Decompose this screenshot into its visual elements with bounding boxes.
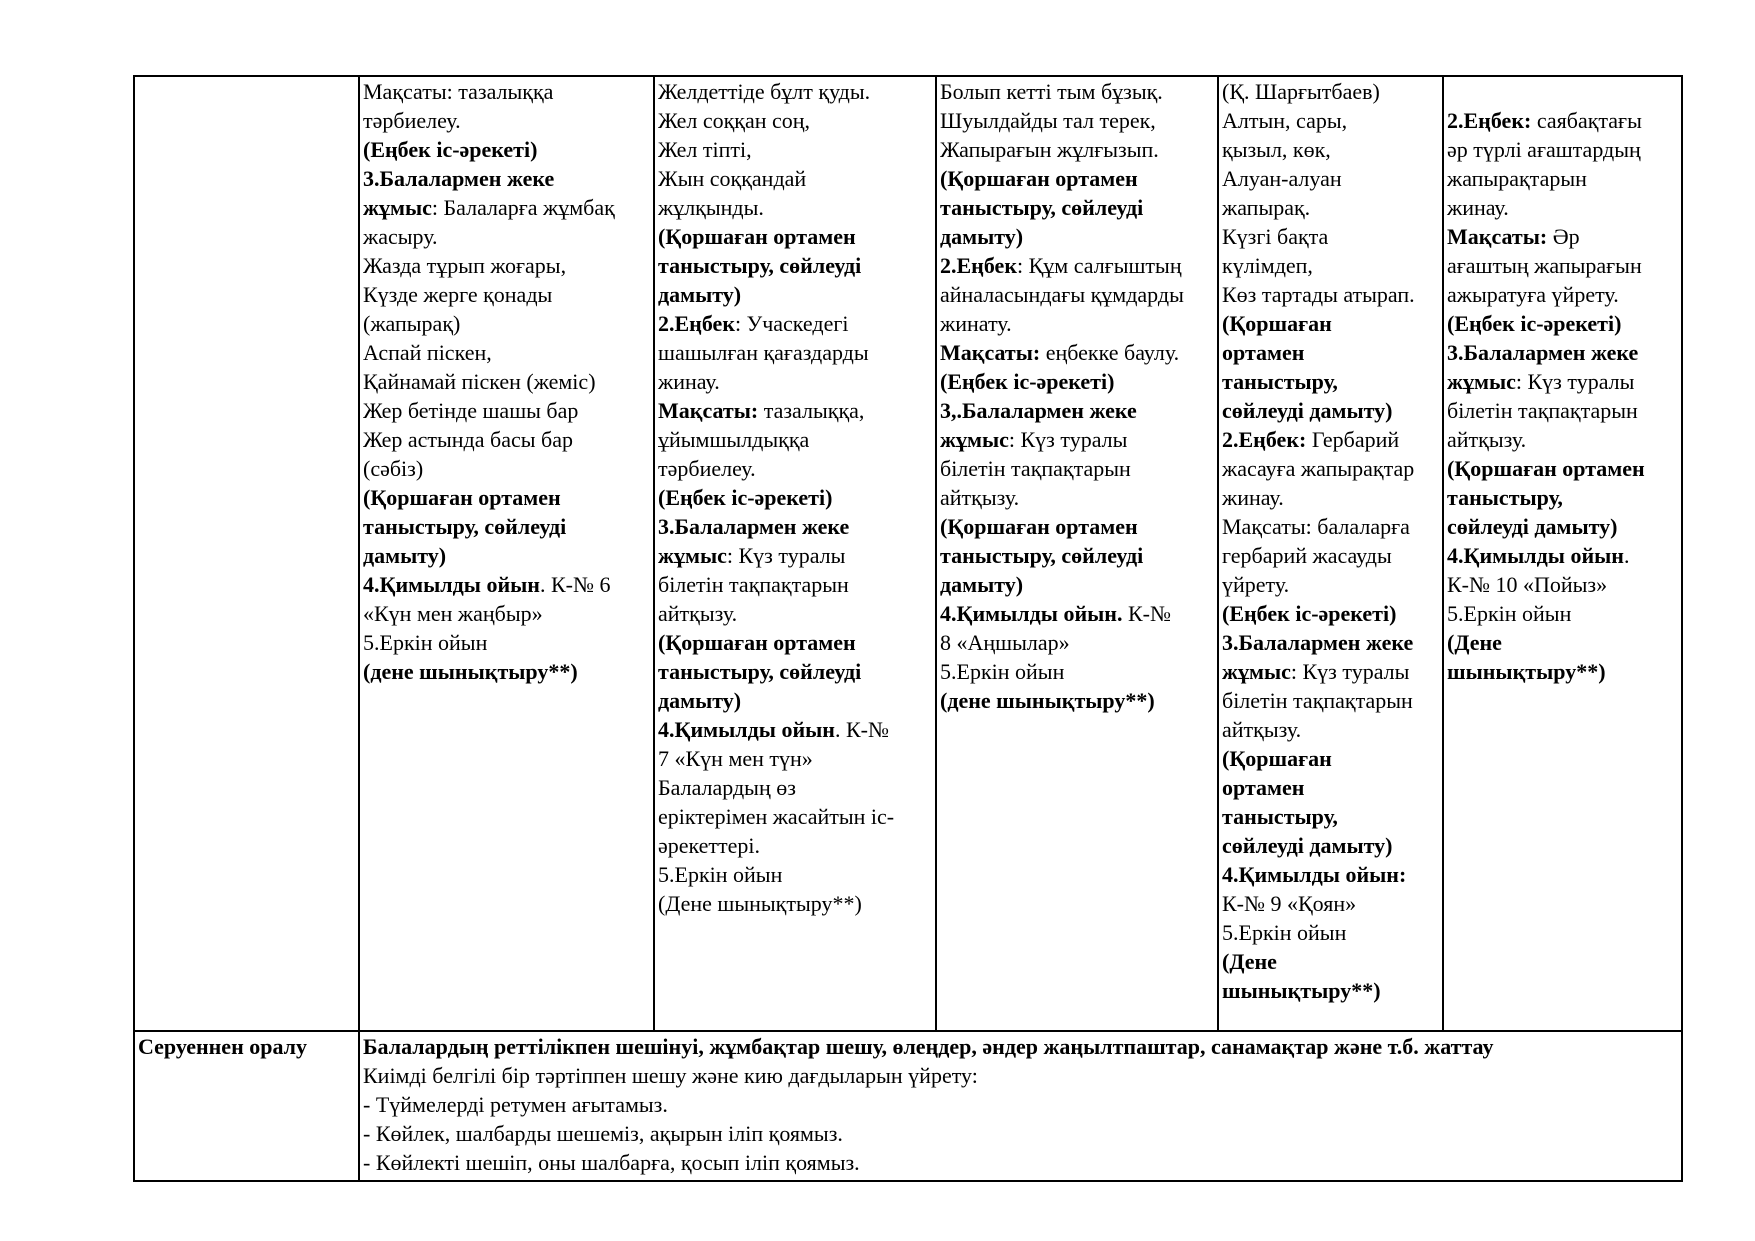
text-line [940,396,1215,425]
text-line [940,541,1215,570]
text-run: Киімді белгілі бір тәртіппен шешу және кию дағдыларын үйрету: [363,1063,978,1088]
text-run: Шуылдайды тал терек, [940,108,1156,133]
bold-text: (Қоршаған [1222,746,1332,771]
walk-activities-row [134,76,1682,1031]
text-run: саябақтағы [1531,108,1642,133]
text-line [658,396,933,425]
text-run: - Көйлек, шалбарды шешеміз, ақырын іліп қоямыз. [363,1121,843,1146]
text-line [1222,512,1440,541]
bold-text: (Еңбек іс-әрекеті) [940,369,1115,394]
text-line [363,396,651,425]
text-run: Көз тартады атырап. [1222,282,1415,307]
bold-text: (Қоршаған ортамен [658,630,856,655]
text-line [658,628,933,657]
text-line [1447,425,1679,454]
text-line [940,251,1215,280]
bold-text: сөйлеуді дамыту) [1222,398,1393,423]
text-run: Алуан-алуан [1222,166,1342,191]
bold-text: жұмыс [363,195,432,220]
text-run: Алтын, сары, [1222,108,1348,133]
bold-text: таныстыру, [1222,369,1338,394]
text-run: жинау. [1222,485,1284,510]
bold-text: таныстыру, [1222,804,1338,829]
text-line [940,106,1215,135]
text-line [658,889,933,918]
bold-text: 2.Еңбек [658,311,735,336]
bold-text: жұмыс [1222,659,1291,684]
bold-text: 4.Қимылды ойын: [1222,862,1407,887]
text-line [1222,686,1440,715]
bold-text: ортамен [1222,340,1305,365]
day-cell-3-text [940,77,1215,715]
text-run: айтқызу. [1222,717,1302,742]
day-cell-2 [654,76,936,1031]
bold-text: 2.Еңбек: [1447,108,1532,133]
text-run: жинау. [658,369,720,394]
bold-text: таныстыру, сөйлеуді [363,514,567,539]
text-line [658,599,933,628]
bold-text: таныстыру, [1447,485,1563,510]
text-line [363,164,651,193]
bold-text: дамыту) [658,688,742,713]
row-label-cell [134,76,359,1031]
text-line [940,280,1215,309]
text-line [363,367,651,396]
text-line [658,164,933,193]
text-run: (сәбіз) [363,456,424,481]
text-line [940,222,1215,251]
text-line [658,425,933,454]
text-line [658,77,933,106]
bold-text: сөйлеуді дамыту) [1447,514,1618,539]
text-run: шашылған қағаздарды [658,340,869,365]
bold-text: таныстыру, сөйлеуді [658,253,862,278]
text-run: ағаштың жапырағын [1447,253,1642,278]
text-line [658,686,933,715]
text-line [1447,454,1679,483]
text-line [363,570,651,599]
bold-text: дамыту) [940,572,1024,597]
text-run: Әр [1547,224,1580,249]
text-run: Мақсаты: тазалыққа [363,79,554,104]
text-line [658,570,933,599]
text-line [1222,947,1440,976]
text-line [1222,831,1440,860]
text-line [363,106,651,135]
text-line [363,77,651,106]
day-cell-4-text [1222,77,1440,1005]
return-from-walk-row [134,1031,1682,1181]
text-run: Гербарий [1306,427,1400,452]
text-line [1222,193,1440,222]
text-run: : Құм салғыштың [1017,253,1182,278]
day-cell-1 [359,76,654,1031]
text-line [940,628,1215,657]
text-line [658,222,933,251]
text-line [1222,715,1440,744]
bold-text: жұмыс [1447,369,1516,394]
bold-text: таныстыру, сөйлеуді [940,543,1144,568]
text-line [1447,309,1679,338]
text-run: : Учаскедегі [735,311,849,336]
bold-text: (дене шынықтыру**) [940,688,1155,713]
bold-text: Мақсаты: [1447,224,1548,249]
bold-text: ортамен [1222,775,1305,800]
text-line [1222,541,1440,570]
text-line [658,860,933,889]
day-cell-2-text [658,77,933,918]
text-line [1447,280,1679,309]
text-line [1222,454,1440,483]
text-run: Жел соққан соң, [658,108,811,133]
text-line [1222,657,1440,686]
text-run: 5.Еркін ойын [1447,601,1572,626]
text-line [1222,251,1440,280]
text-run: Жер бетінде шашы бар [363,398,579,423]
text-line [658,802,933,831]
text-line [363,425,651,454]
text-line [940,193,1215,222]
text-line [1447,541,1679,570]
text-line [658,135,933,164]
bold-text: 3.Балалармен жеке [363,166,555,191]
text-line [658,251,933,280]
text-line [658,280,933,309]
text-line [363,1061,1679,1090]
text-line [940,309,1215,338]
text-line [940,338,1215,367]
text-run: . [1623,543,1630,568]
text-run: Болып кетті тым бұзық. [940,79,1163,104]
text-run: К-№ 9 «Қоян» [1222,891,1357,916]
bold-text: 4.Қимылды ойын [1447,543,1624,568]
text-line [1447,193,1679,222]
text-run: еріктерімен жасайтын іс- [658,804,895,829]
text-line [1222,135,1440,164]
text-line [658,773,933,802]
text-run: әр түрлі ағаштардың [1447,137,1641,162]
bold-text: (Қоршаған [1222,311,1332,336]
text-line [363,1119,1679,1148]
text-line [1222,599,1440,628]
day-cell-1-text [363,77,651,686]
bold-text: 2.Еңбек [940,253,1017,278]
text-run: . К-№ [834,717,889,742]
text-run: 5.Еркін ойын [940,659,1065,684]
text-line [1447,135,1679,164]
text-line [1222,280,1440,309]
return-content-cell [359,1031,1682,1181]
text-line [1447,367,1679,396]
text-run: гербарий жасауды [1222,543,1392,568]
bold-text: 3.Балалармен жеке [1222,630,1414,655]
text-line [940,512,1215,541]
bold-text: (Қоршаған ортамен [658,224,856,249]
text-line [1222,628,1440,657]
text-run: - Түймелерді ретумен ағытамыз. [363,1092,668,1117]
text-line [363,338,651,367]
text-run: тәрбиелеу. [658,456,756,481]
bold-text: таныстыру, сөйлеуді [658,659,862,684]
text-run: (Дене шынықтыру**) [658,891,862,916]
text-line [1222,338,1440,367]
bold-text: шынықтыру**) [1447,659,1606,684]
text-run: : Күз туралы [1008,427,1128,452]
text-line [1222,889,1440,918]
text-run: ұйымшылдыққа [658,427,810,452]
text-run: К-№ 10 «Пойыз» [1447,572,1608,597]
text-line [658,715,933,744]
day-cell-5 [1443,76,1682,1031]
text-line [658,831,933,860]
text-line [1222,744,1440,773]
text-line [1447,628,1679,657]
return-label-cell [134,1031,359,1181]
text-run: жинау. [1447,195,1509,220]
text-run: Аспай піскен, [363,340,492,365]
text-line [1447,77,1679,106]
text-run: Жер астында басы бар [363,427,573,452]
bold-text: 4.Қимылды ойын [658,717,835,742]
text-line [1447,599,1679,628]
text-line [1447,512,1679,541]
text-run: Жапырағын жұлғызып. [940,137,1159,162]
text-run: білетін тақпақтарын [658,572,849,597]
text-run: жинату. [940,311,1012,336]
bold-text: таныстыру, сөйлеуді [940,195,1144,220]
bold-text: Мақсаты: [658,398,759,423]
text-run: жасыру. [363,224,438,249]
return-content-text [363,1032,1679,1177]
text-line [363,483,651,512]
text-run: 5.Еркін ойын [363,630,488,655]
text-run: айтқызу. [658,601,738,626]
bold-text: 4.Қимылды ойын. [940,601,1123,626]
bold-text: (Қоршаған ортамен [940,514,1138,539]
text-run: - Көйлекті шешіп, оны шалбарға, қосып іліп қоямыз. [363,1150,860,1175]
text-run: еңбекке баулу. [1040,340,1180,365]
text-line [658,512,933,541]
bold-text: дамыту) [658,282,742,307]
text-run: (Қ. Шарғытбаев) [1222,79,1380,104]
text-line [1447,483,1679,512]
return-label: Серуеннен оралу [138,1034,308,1059]
text-line [363,193,651,222]
text-line [363,1032,1679,1061]
text-line [1222,570,1440,599]
text-line [363,657,651,686]
text-run: білетін тақпақтарын [1447,398,1638,423]
text-run: айтқызу. [940,485,1020,510]
text-run: «Күн мен жаңбыр» [363,601,543,626]
text-line [658,657,933,686]
text-line [1222,773,1440,802]
bold-text: Мақсаты: [940,340,1041,365]
text-run: айналасындағы құмдарды [940,282,1184,307]
text-line [1222,396,1440,425]
text-line [940,367,1215,396]
text-line [658,744,933,773]
text-line [363,222,651,251]
text-run: Мақсаты: балаларға [1222,514,1410,539]
bold-text: 2.Еңбек: [1222,427,1307,452]
text-line [1222,918,1440,947]
text-run: 5.Еркін ойын [1222,920,1347,945]
daily-plan-table [133,75,1683,1182]
bold-text: 4.Қимылды ойын [363,572,540,597]
text-line [940,135,1215,164]
day-cell-4 [1218,76,1443,1031]
text-run: тәрбиелеу. [363,108,461,133]
text-run: жапырақтарын [1447,166,1587,191]
text-run: 5.Еркін ойын [658,862,783,887]
bold-text: (Дене [1222,949,1277,974]
bold-text: (Қоршаған ортамен [1447,456,1645,481]
bold-text: (Еңбек іс-әрекеті) [363,137,538,162]
text-run: 8 «Аңшылар» [940,630,1070,655]
text-line [940,483,1215,512]
text-run: : Балаларға жұмбақ [431,195,615,220]
bold-text: шынықтыру**) [1222,978,1381,1003]
text-run: тазалыққа, [758,398,865,423]
bold-text: (Еңбек іс-әрекеті) [1222,601,1397,626]
text-line [363,512,651,541]
bold-text: Балалардың реттілікпен шешінуі, жұмбақтар шешу, өлеңдер, әндер жаңылтпаштар, санамақтар және т.б. жаттау [363,1034,1494,1059]
text-line [1447,570,1679,599]
text-line [1447,396,1679,425]
text-run: 7 «Күн мен түн» [658,746,813,771]
text-line [1222,802,1440,831]
text-line [1222,164,1440,193]
text-line [940,657,1215,686]
text-run: жапырақ. [1222,195,1311,220]
text-run: Жын соққандай [658,166,807,191]
text-run: қызыл, көк, [1222,137,1331,162]
text-line [1447,657,1679,686]
bold-text: (Қоршаған ортамен [940,166,1138,191]
bold-text: 3.Балалармен жеке [1447,340,1639,365]
text-line [658,193,933,222]
text-line [1222,77,1440,106]
text-line [1222,222,1440,251]
day-cell-5-text [1447,77,1679,686]
bold-text: (Еңбек іс-әрекеті) [1447,311,1622,336]
bold-text: жұмыс [658,543,727,568]
text-line [658,541,933,570]
text-line [363,628,651,657]
bold-text: (Еңбек іс-әрекеті) [658,485,833,510]
text-run: Күзде жерге қонады [363,282,553,307]
text-line [1222,425,1440,454]
text-run: : Күз туралы [1515,369,1635,394]
text-line [1447,251,1679,280]
text-run: Күзгі бақта [1222,224,1329,249]
text-line [363,251,651,280]
text-line [940,599,1215,628]
text-line [658,454,933,483]
text-run: Қайнамай піскен (жеміс) [363,369,596,394]
bold-text: дамыту) [363,543,447,568]
text-run: : Күз туралы [726,543,846,568]
text-run: Жазда тұрып жоғары, [363,253,567,278]
text-line [658,367,933,396]
text-line [1222,309,1440,338]
text-line [658,106,933,135]
text-line [363,135,651,164]
text-run: үйрету. [1222,572,1290,597]
text-line [1222,367,1440,396]
bold-text: (Қоршаған ортамен [363,485,561,510]
text-line [940,164,1215,193]
text-line [363,1148,1679,1177]
bold-text: (дене шынықтыру**) [363,659,578,684]
bold-text: сөйлеуді дамыту) [1222,833,1393,858]
text-line [940,686,1215,715]
text-line [363,1090,1679,1119]
text-run: білетін тақпақтарын [940,456,1131,481]
text-line [1447,338,1679,367]
text-run: Жел тіпті, [658,137,752,162]
day-cell-3 [936,76,1218,1031]
text-run: күлімдеп, [1222,253,1313,278]
text-line [658,309,933,338]
text-run: әрекеттері. [658,833,761,858]
text-line [1222,860,1440,889]
bold-text: жұмыс [940,427,1009,452]
text-line [363,309,651,338]
bold-text: дамыту) [940,224,1024,249]
text-run: К-№ [1122,601,1171,626]
bold-text: 3.Балалармен жеке [658,514,850,539]
text-run: . К-№ 6 [539,572,611,597]
text-run: Желдеттіде бұлт қуды. [658,79,871,104]
text-line [940,77,1215,106]
text-line [1222,976,1440,1005]
text-line [363,541,651,570]
text-run: айтқызу. [1447,427,1527,452]
text-run: (жапырақ) [363,311,461,336]
text-line [940,454,1215,483]
text-run: Балалардың өз [658,775,796,800]
text-line [940,425,1215,454]
text-line [363,454,651,483]
text-run: : Күз туралы [1290,659,1410,684]
text-line [940,570,1215,599]
text-line [1447,106,1679,135]
text-run: ажыратуға үйрету. [1447,282,1619,307]
text-line [1447,164,1679,193]
text-run: жұлқынды. [658,195,764,220]
text-line [363,280,651,309]
text-line [1447,222,1679,251]
text-run: білетін тақпақтарын [1222,688,1413,713]
bold-text: (Дене [1447,630,1502,655]
text-line [658,338,933,367]
bold-text: 3,.Балалармен жеке [940,398,1137,423]
text-line [1222,483,1440,512]
text-line [658,483,933,512]
text-line [1222,106,1440,135]
text-line [363,599,651,628]
text-run: жасауға жапырақтар [1222,456,1415,481]
